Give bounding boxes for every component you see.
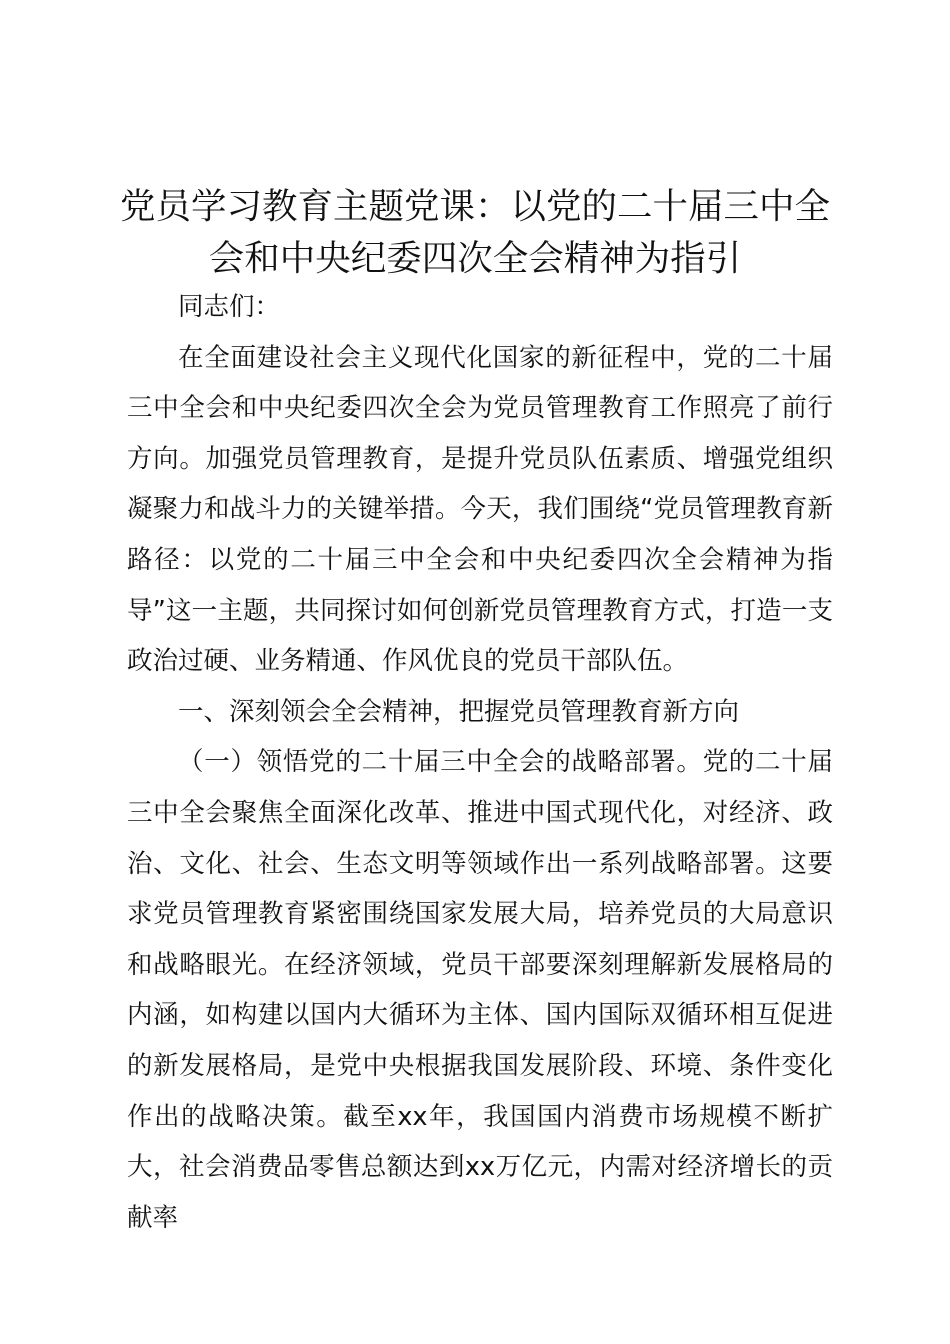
- title-line-1: 党员学习教育主题党课：以党的二十届三中全: [120, 186, 831, 227]
- paragraph-section-1-1: （一）领悟党的二十届三中全会的战略部署。党的二十届三中全会聚焦全面深化改革、推进中国式现代化，对经济、政治、文化、社会、生态文明等领域作出一系列战略部署。这要求党员管理教育紧密围绕国家发展大局，培养党员的大局意识和战略眼光。在经济领域，党员干部要深刻理解新发展格局的内涵，如构建以国内大循环为主体、国内国际双循环相互促进的新发展格局，是党中央根据我国发展阶段、环境、条件变化作出的战略决策。截至xx年，我国国内消费市场规模不断扩大，社会消费品零售总额达到xx万亿元，内需对经济增长的贡献率: [127, 747, 833, 1233]
- section-heading-1: 一、深刻领会全会精神，把握党员管理教育新方向: [178, 696, 740, 727]
- salutation: 同志们：: [178, 292, 281, 322]
- document-body: [127, 282, 833, 1243]
- paragraph-intro: 在全面建设社会主义现代化国家的新征程中，党的二十届三中全会和中央纪委四次全会为党员管理教育工作照亮了前行方向。加强党员管理教育，是提升党员队伍素质、增强党组织凝聚力和战斗力的关键举措。今天，我们围绕“党员管理教育新路径：以党的二十届三中全会和中央纪委四次全会精神为指导”这一主题，共同探讨如何创新党员管理教育方式，打造一支政治过硬、业务精通、作风优良的党员干部队伍。: [127, 342, 833, 677]
- title-line-2: 会和中央纪委四次全会精神为指引: [208, 238, 742, 279]
- document-title: [120, 181, 830, 285]
